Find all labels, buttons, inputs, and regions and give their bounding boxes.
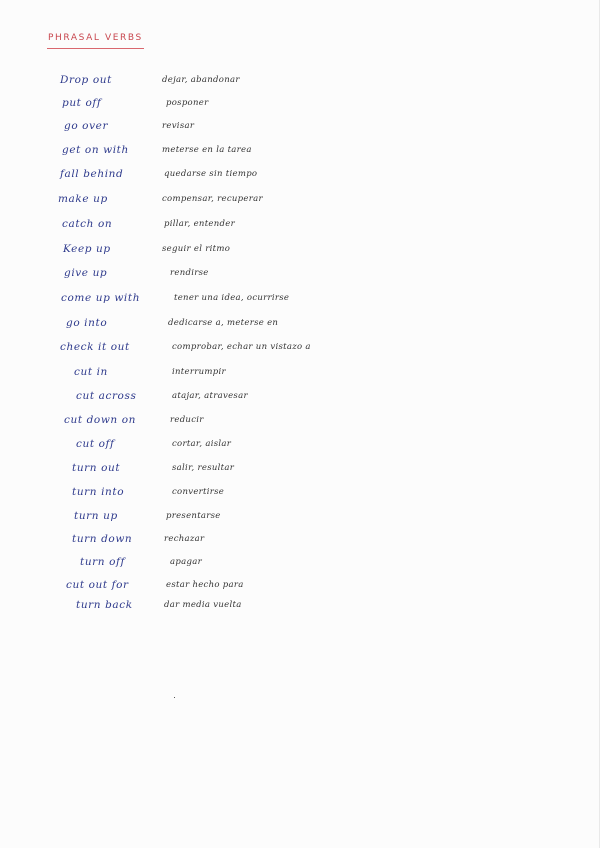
verb-meaning: tener una idea, ocurrirse [174, 293, 290, 303]
phrasal-verb: get on with [62, 144, 129, 156]
stray-mark [174, 697, 175, 698]
phrasal-verb: turn up [74, 510, 118, 522]
phrasal-verb: check it out [60, 341, 130, 353]
phrasal-verb: cut in [74, 366, 108, 378]
verb-meaning: rendirse [170, 268, 209, 278]
verb-meaning: revisar [162, 121, 195, 131]
verb-meaning: seguir el ritmo [162, 244, 231, 254]
verb-meaning: salir, resultar [172, 463, 235, 473]
phrasal-verb: catch on [62, 218, 113, 230]
phrasal-verb: turn out [72, 462, 121, 474]
phrasal-verb: turn into [72, 486, 125, 498]
phrasal-verb: Drop out [60, 74, 112, 86]
verb-meaning: rechazar [164, 534, 205, 544]
verb-meaning: posponer [166, 98, 209, 108]
phrasal-verb: give up [64, 267, 108, 279]
verb-meaning: dejar, abandonar [162, 75, 240, 85]
phrasal-verb: cut down on [64, 414, 137, 426]
phrasal-verb: come up with [61, 292, 141, 304]
phrasal-verb: Keep up [63, 243, 111, 255]
verb-meaning: cortar, aislar [172, 439, 232, 449]
phrasal-verb: go over [64, 120, 109, 132]
verb-meaning: convertirse [172, 487, 225, 497]
phrasal-verb: cut across [76, 390, 137, 402]
phrasal-verb: go into [66, 317, 108, 329]
phrasal-verb: put off [62, 97, 102, 109]
verb-meaning: comprobar, echar un vistazo a [172, 342, 311, 352]
verb-meaning: interrumpir [172, 367, 226, 377]
phrasal-verb: turn back [76, 599, 133, 611]
verb-meaning: presentarse [166, 511, 221, 521]
phrasal-verb: fall behind [60, 168, 124, 180]
verb-meaning: dedicarse a, meterse en [168, 318, 279, 328]
phrasal-verb: cut out for [66, 579, 129, 591]
verb-meaning: estar hecho para [166, 580, 244, 590]
verb-meaning: compensar, recuperar [162, 194, 263, 204]
phrasal-verb: turn off [80, 556, 125, 568]
verb-meaning: meterse en la tarea [162, 145, 252, 155]
phrasal-verb: turn down [72, 533, 133, 545]
verb-meaning: dar media vuelta [164, 600, 242, 610]
title-underline [47, 48, 144, 49]
phrasal-verb: make up [58, 193, 108, 205]
verb-meaning: apagar [170, 557, 202, 567]
verb-meaning: pillar, entender [164, 219, 235, 229]
page-title: PHRASAL VERBS [48, 33, 143, 43]
verb-meaning: quedarse sin tiempo [164, 169, 258, 179]
phrasal-verb: cut off [76, 438, 115, 450]
verb-meaning: reducir [170, 415, 204, 425]
verb-meaning: atajar, atravesar [172, 391, 248, 401]
